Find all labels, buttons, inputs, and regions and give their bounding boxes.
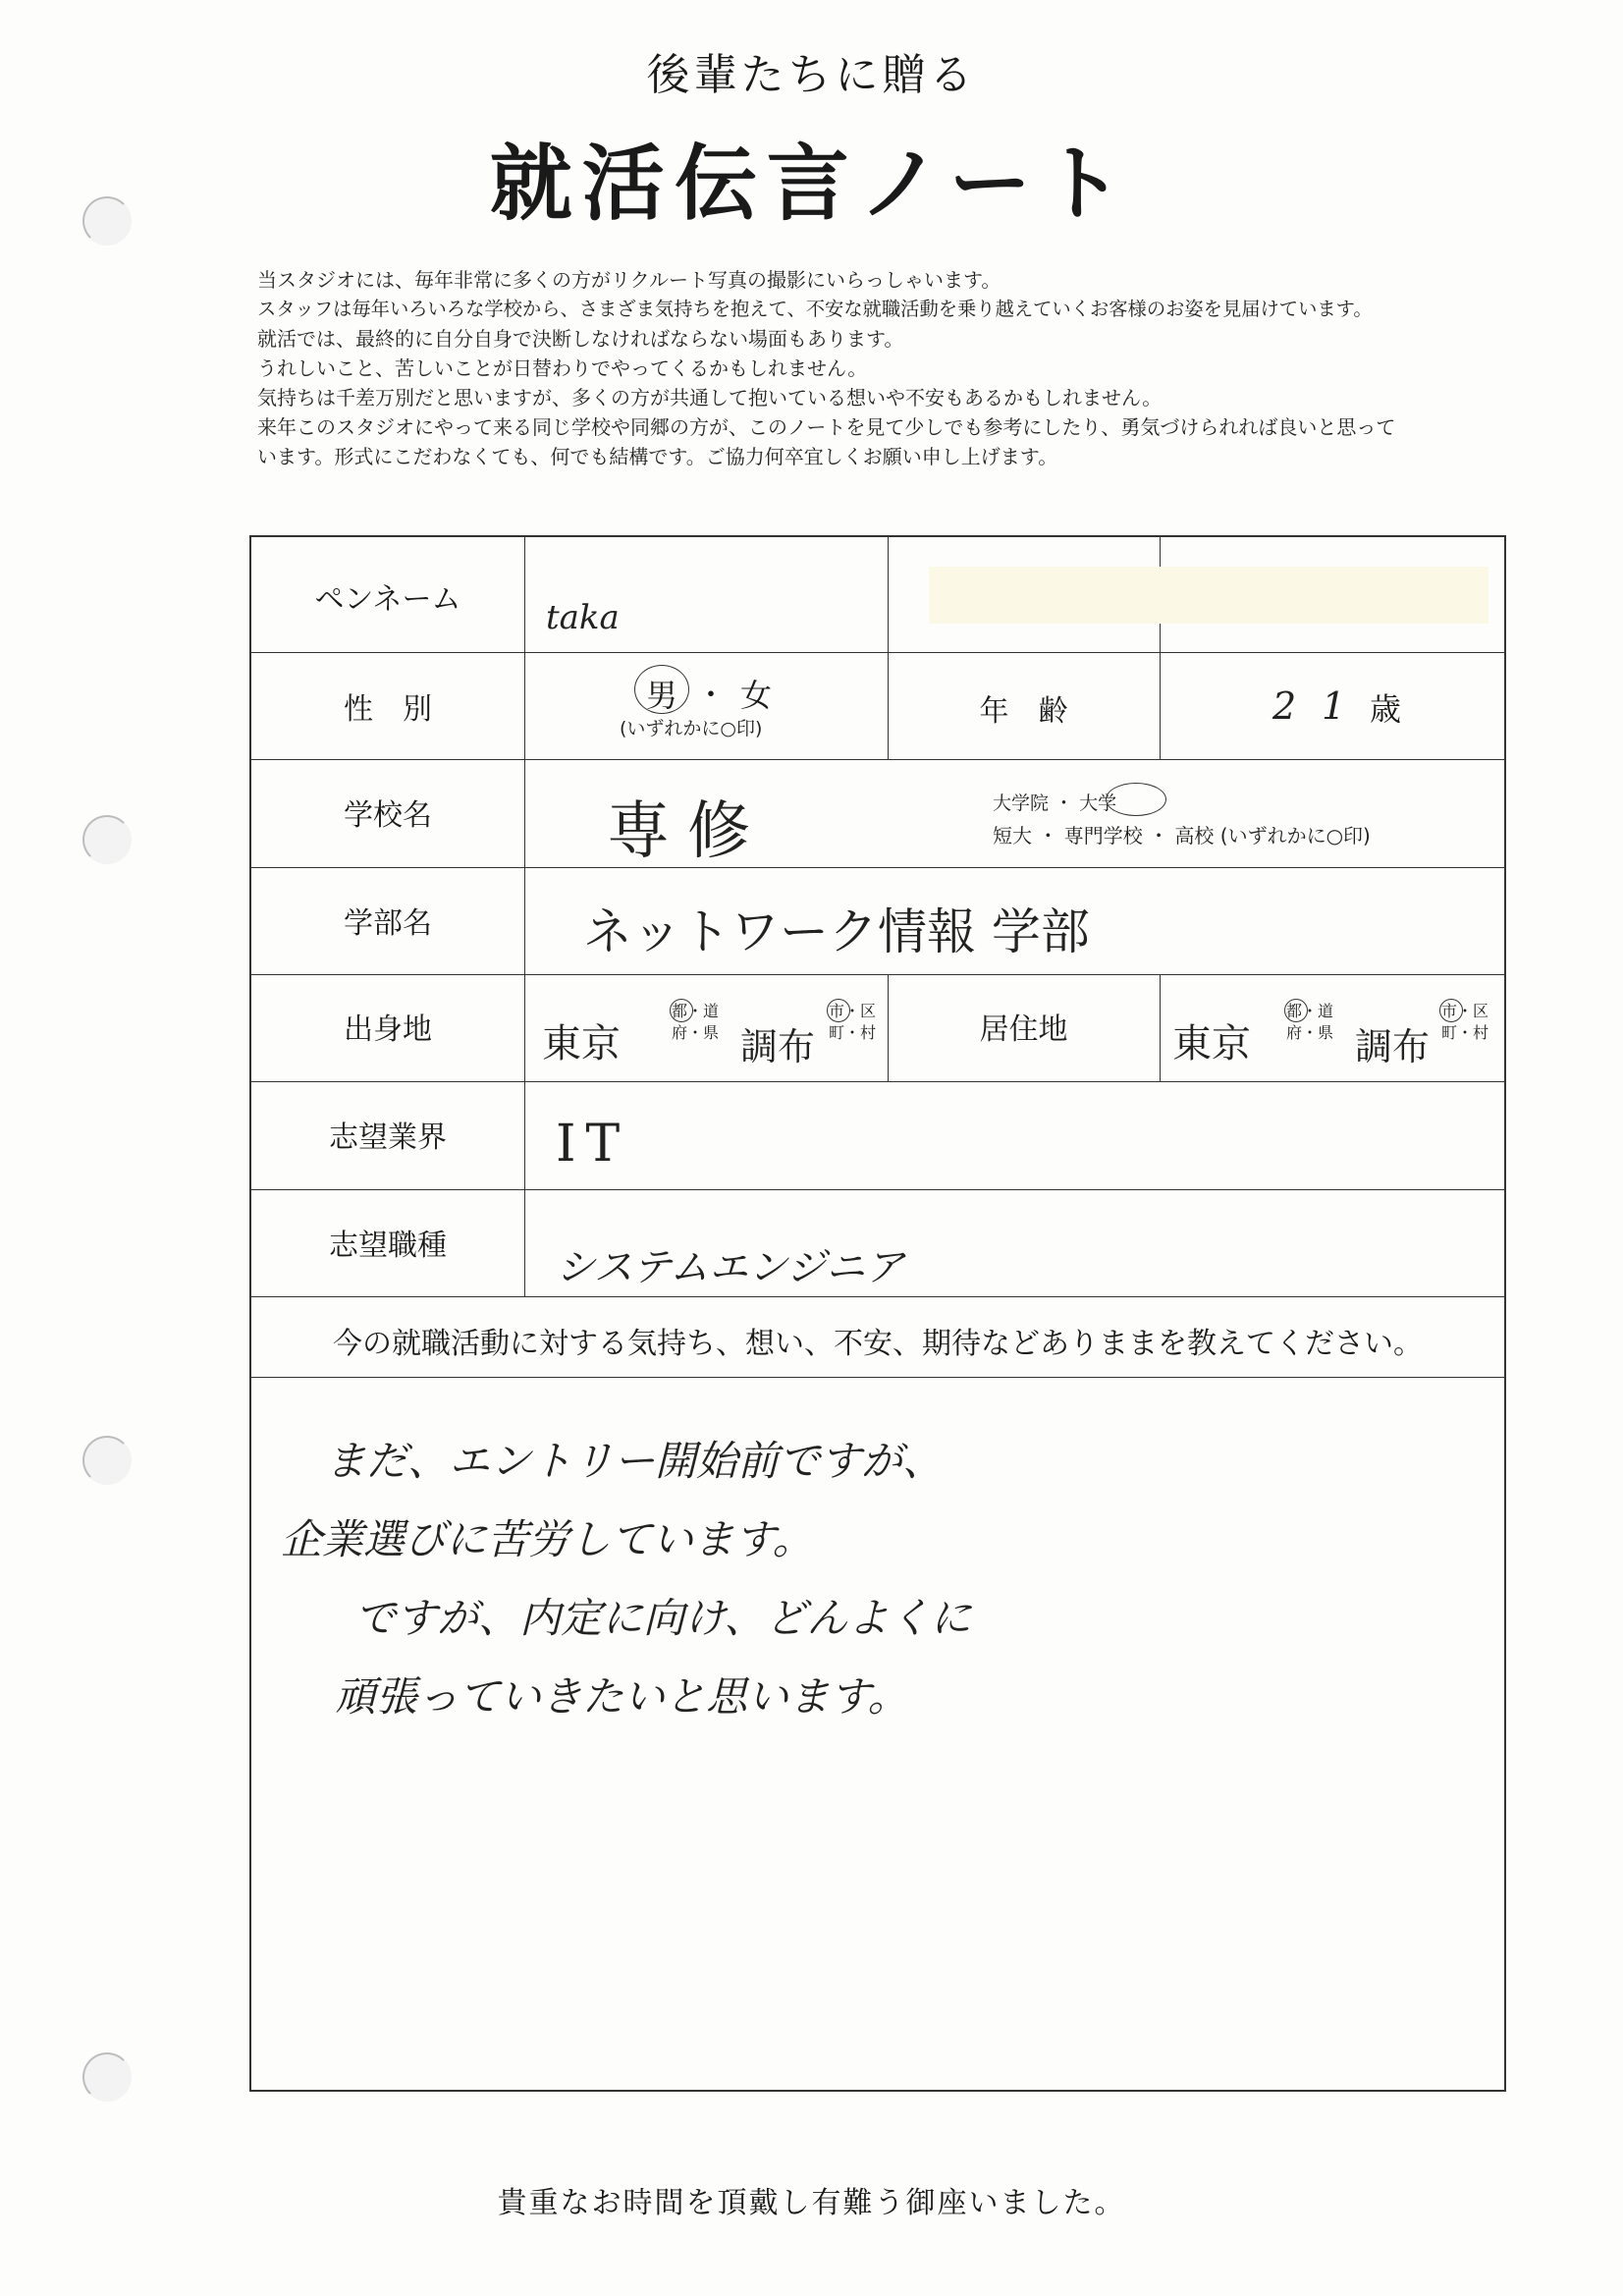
message-line[interactable]: ですが、内定に向け、どんよくに — [354, 1594, 972, 1642]
intro-line: 来年このスタジオにやって来る同じ学校や同郷の方が、このノートを見て少しでも参考にしたり、勇気づけられれば良いと思って — [257, 415, 1396, 439]
city-suffix-line: 市・区 — [1441, 1002, 1489, 1020]
birthplace-pref[interactable]: 東京 — [542, 1021, 621, 1066]
industry-label: 志望業界 — [329, 1121, 447, 1155]
gender-female-option[interactable]: 女 — [739, 677, 772, 714]
intro-line: います。形式にこだわなくても、何でも結構です。ご協力何卒宜しくお願い申し上げます。 — [257, 445, 1058, 468]
pref-suffix-line: 都・道 — [672, 1002, 720, 1020]
age-value[interactable]: 21 — [1272, 684, 1372, 728]
selection-circle — [827, 999, 850, 1022]
intro-line: 気持ちは千差万別だと思いますが、多くの方が共通して抱いている想いや不安もあるかもしれません。 — [257, 386, 1163, 410]
binder-hole — [82, 815, 132, 864]
intro-line: スタッフは毎年いろいろな学校から、さまざま気持ちを抱えて、不安な就職活動を乗り越えていくお客様のお姿を見届けています。 — [257, 298, 1373, 320]
residence-pref[interactable]: 東京 — [1172, 1021, 1251, 1066]
pref-suffix-line: 府・県 — [1286, 1023, 1334, 1042]
school-type-options: 大学院 ・ 大学 — [993, 793, 1117, 814]
footer-thanks: 貴重なお時間を頂戴し有難う御座いました。 — [497, 2186, 1126, 2220]
job-label: 志望職種 — [329, 1229, 447, 1263]
residence-city[interactable]: 調布 — [1355, 1025, 1431, 1068]
pref-suffix-line: 府・県 — [672, 1023, 720, 1042]
penname-value[interactable]: taka — [546, 598, 620, 637]
age-label: 年 齢 — [979, 694, 1068, 729]
selection-circle — [670, 999, 693, 1022]
school-label: 学校名 — [344, 798, 432, 833]
city-suffix-line: 町・村 — [829, 1023, 877, 1042]
gender-note: (いずれかに○印) — [620, 718, 763, 739]
gender-separator: ・ — [696, 679, 726, 713]
selection-circle — [1106, 783, 1166, 816]
city-suffix-line: 市・区 — [829, 1002, 877, 1020]
page-title: 就活伝言ノート — [489, 136, 1134, 232]
redacted-area — [929, 567, 1488, 624]
gender-male-option[interactable]: 男 — [645, 677, 677, 714]
birthplace-label: 出身地 — [344, 1012, 432, 1047]
selection-circle — [1439, 999, 1463, 1022]
birthplace-city[interactable]: 調布 — [740, 1025, 816, 1068]
school-type-options-2: 短大 ・ 専門学校 ・ 高校 (いずれかに○印) — [993, 824, 1371, 847]
intro-text — [257, 265, 1593, 471]
message-line[interactable]: 頑張っていきたいと思います。 — [335, 1672, 909, 1721]
penname-label: ペンネーム — [314, 582, 461, 617]
binder-hole — [82, 1436, 132, 1485]
intro-line: うれしいこと、苦しいことが日替わりでやってくるかもしれません。 — [257, 356, 868, 380]
faculty-label: 学部名 — [344, 906, 432, 941]
pref-suffix-line: 都・道 — [1286, 1002, 1334, 1020]
message-prompt: 今の就職活動に対する気持ち、想い、不安、期待などありままを教えてください。 — [333, 1327, 1423, 1361]
selection-circle — [1284, 999, 1308, 1022]
subtitle: 後輩たちに贈る — [646, 50, 977, 100]
intro-line: 就活では、最終的に自分自身で決断しなければならない場面もあります。 — [257, 327, 904, 351]
questionnaire-form — [249, 535, 1506, 2092]
faculty-value[interactable]: ネットワーク情報 学部 — [583, 903, 1090, 960]
message-line[interactable]: まだ、エントリー開始前ですが、 — [325, 1437, 945, 1485]
city-suffix-line: 町・村 — [1441, 1023, 1489, 1042]
intro-line: 当スタジオには、毎年非常に多くの方がリクルート写真の撮影にいらっしゃいます。 — [257, 268, 1001, 292]
age-unit: 歳 — [1369, 690, 1401, 728]
gender-label: 性 別 — [344, 692, 432, 727]
residence-label: 居住地 — [979, 1012, 1068, 1047]
binder-hole — [82, 2052, 132, 2102]
job-value[interactable]: システムエンジニア — [556, 1245, 904, 1290]
message-line[interactable]: 企業選びに苦労しています。 — [281, 1515, 814, 1563]
industry-value[interactable]: IT — [556, 1115, 630, 1174]
school-value[interactable]: 専修 — [607, 795, 768, 868]
